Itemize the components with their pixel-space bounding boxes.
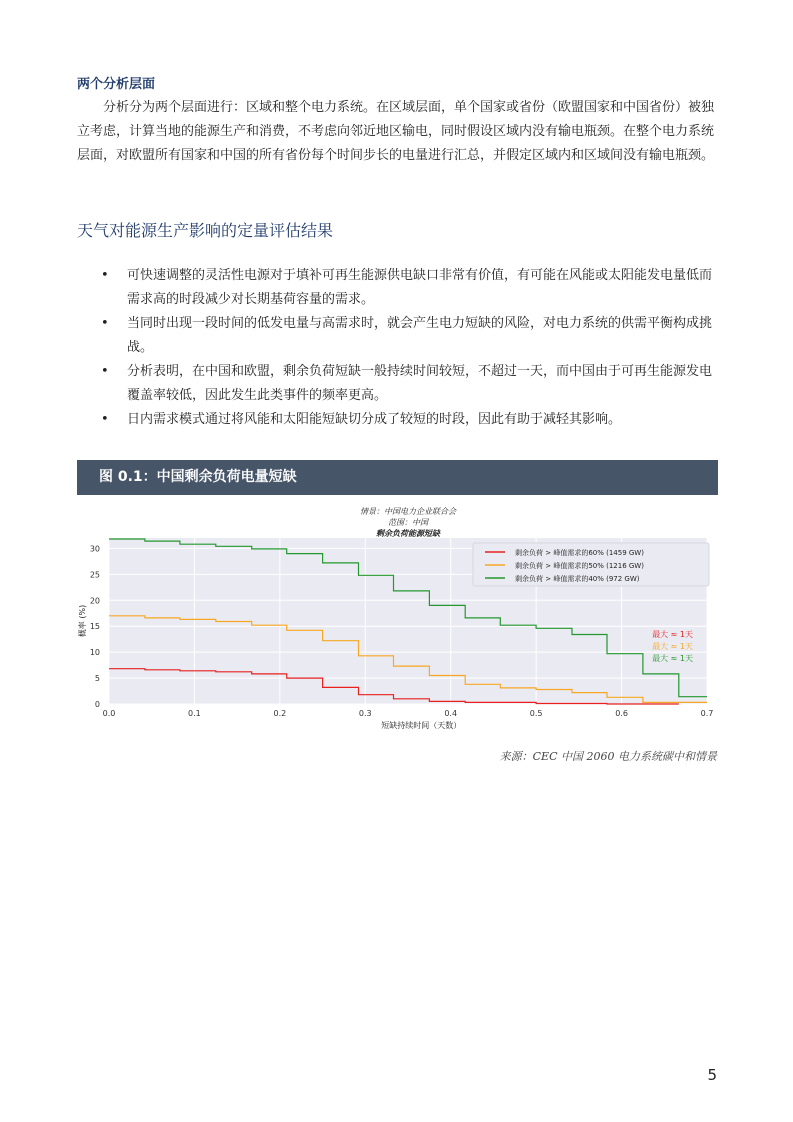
chart-title-line: 范围：中国 — [388, 518, 428, 527]
y-tick-label: 0 — [94, 700, 100, 709]
chart-title-line: 情景：中国电力企业联合会 — [360, 507, 456, 516]
bullet-dot-icon: • — [101, 364, 109, 379]
max-duration-annotation: 最大 ≈ 1天 — [652, 654, 693, 663]
legend-label: 剩余负荷 > 峰值需求的40% (972 GW) — [515, 575, 640, 583]
x-tick-label: 0.6 — [615, 709, 628, 718]
max-duration-annotation: 最大 ≈ 1天 — [652, 630, 693, 639]
x-axis-label: 短缺持续时间（天数） — [381, 721, 462, 730]
y-tick-label: 30 — [89, 544, 100, 554]
x-tick-label: 0.3 — [358, 709, 372, 718]
y-tick-label: 20 — [89, 596, 100, 606]
figure-title-bar: 图 0.1：中国剩余负荷电量短缺 — [77, 460, 718, 495]
bullet-text: 分析表明，在中国和欧盟，剩余负荷短缺一般持续时间较短，不超过一天，而中国由于可再生能源发电覆盖率较低，因此发生此类事件的频率更高。 — [127, 364, 713, 403]
bullet-item — [77, 408, 718, 432]
bullet-dot-icon: • — [101, 316, 109, 331]
page-number: 5 — [707, 1066, 717, 1084]
y-tick-label: 25 — [89, 570, 100, 580]
results-heading: 天气对能源生产影响的定量评估结果 — [77, 221, 334, 240]
legend-label: 剩余负荷 > 峰值需求的50% (1216 GW) — [515, 562, 644, 570]
x-tick-label: 0.2 — [273, 709, 287, 718]
x-tick-label: 0.0 — [102, 709, 116, 718]
bullet-text: 可快速调整的灵活性电源对于填补可再生能源供电缺口非常有价值，有可能在风能或太阳能发电量低而需求高的时段减少对长期基荷容量的需求。 — [127, 268, 713, 307]
chart-title-line: 剩余负荷能源短缺 — [376, 529, 440, 538]
bullet-dot-icon: • — [101, 412, 109, 427]
bullet-text: 日内需求模式通过将风能和太阳能短缺切分成了较短的时段，因此有助于减轻其影响。 — [127, 412, 622, 427]
bullet-item — [77, 264, 718, 312]
bullet-dot-icon: • — [101, 268, 109, 283]
y-tick-label: 5 — [94, 674, 100, 684]
y-axis-label: 概率 (%) — [78, 604, 87, 638]
figure-source: 来源：CEC 中国 2060 电力系统碳中和情景 — [499, 750, 717, 763]
shortage-chart — [77, 502, 718, 738]
analysis-paragraph: 分析分为两个层面进行：区域和整个电力系统。在区域层面，单个国家或省份（欧盟国家和中国省份）被独立考虑，计算当地的能源生产和消费，不考虑向邻近地区输电，同时假设区域内没有输电瓶颈。在整个电力系统层面，对欧盟所有国家和中国的所有省份每个时间步长的电量进行汇总，并假定区域内和区域间没有输电瓶颈。 — [77, 100, 715, 163]
x-tick-label: 0.1 — [188, 709, 201, 718]
y-tick-label: 15 — [89, 622, 100, 632]
x-tick-label: 0.5 — [529, 709, 543, 718]
x-tick-label: 0.4 — [444, 709, 458, 718]
x-tick-label: 0.7 — [700, 709, 714, 718]
bullet-text: 当同时出现一段时间的低发电量与高需求时，就会产生电力短缺的风险，对电力系统的供需平衡构成挑战。 — [127, 316, 713, 355]
y-tick-label: 10 — [89, 648, 100, 658]
results-bullet-list — [77, 264, 718, 432]
bullet-item — [77, 360, 718, 408]
max-duration-annotation: 最大 ≈ 1天 — [652, 642, 693, 651]
legend-label: 剩余负荷 > 峰值需求的60% (1459 GW) — [515, 549, 644, 557]
section-heading: 两个分析层面 — [77, 77, 156, 92]
bullet-item — [77, 312, 718, 360]
